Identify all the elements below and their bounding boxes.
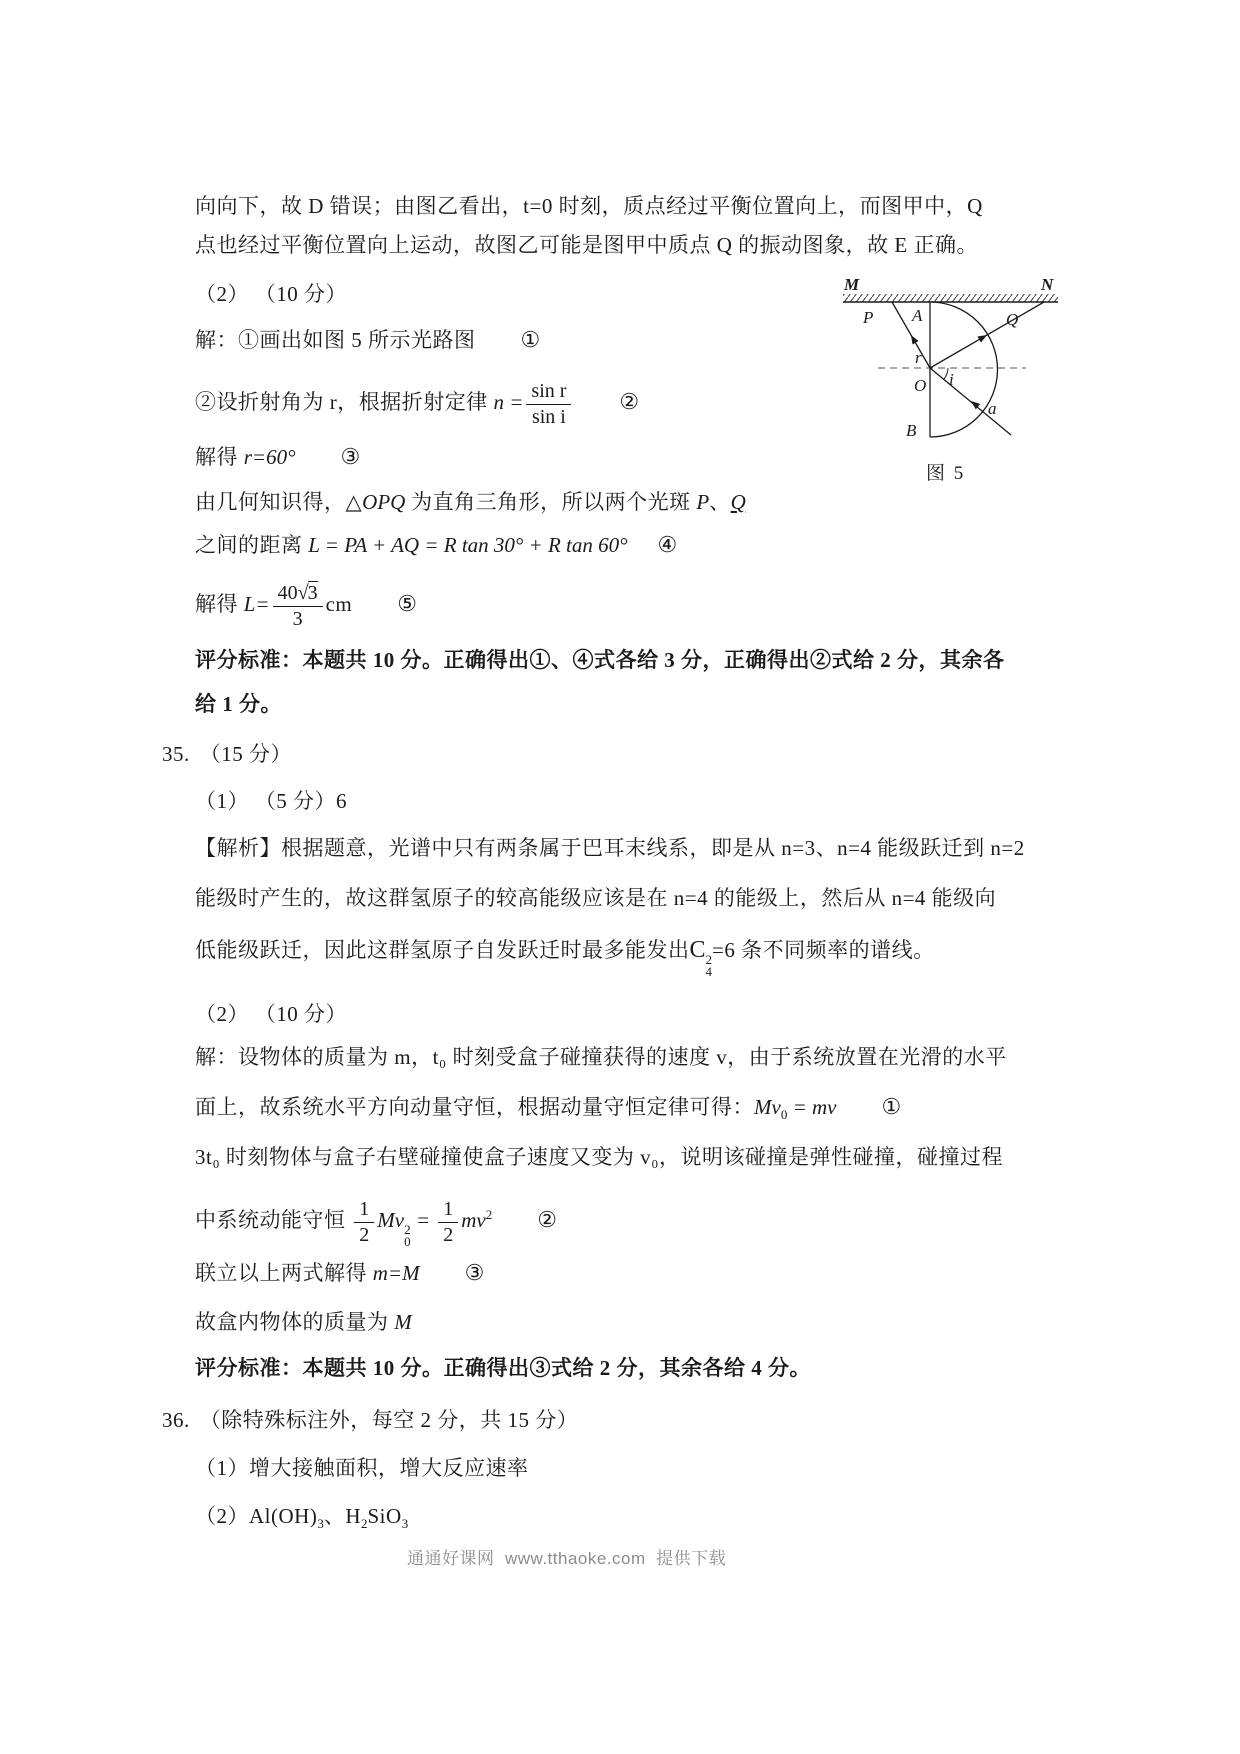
distance-equation: L = PA + AQ = R tan 30° + R tan 60° — [308, 533, 628, 557]
triangle-opq: OPQ — [362, 490, 406, 514]
length-fraction — [273, 582, 323, 631]
q34-step3-line — [195, 443, 361, 471]
q36-item-1: （1）增大接触面积，增大反应速率 — [195, 1456, 529, 1480]
chemical-text: SiO — [367, 1504, 402, 1528]
analysis-text-end: =6 条不同频率的谱线。 — [712, 938, 935, 962]
analysis-text: 低能级跃迁，因此这群氢原子自发跃迁时最多能发出 — [195, 938, 690, 962]
q35-number: 35. — [162, 742, 190, 766]
q35-solution-line-2 — [195, 1093, 902, 1129]
label-q: Q — [1006, 310, 1019, 329]
arrowhead — [908, 333, 919, 344]
ceiling-hatching — [843, 294, 1058, 302]
equals-sign: = — [410, 1208, 436, 1232]
energy-text: 中系统动能守恒 — [195, 1208, 352, 1232]
q35-solution-line-3: 3t₀ 时刻物体与盒子右壁碰撞使盒子速度又变为 v₀，说明该碰撞是弹性碰撞，碰撞过程 — [195, 1145, 1003, 1169]
label-p: P — [863, 308, 874, 327]
solution-text: 面上，故系统水平方向动量守恒，根据动量守恒定律可得： — [195, 1095, 754, 1119]
q34-step3-marker: ③ — [340, 444, 361, 469]
incident-ray — [930, 368, 1011, 435]
radical-sign: √ — [297, 581, 309, 604]
q34-grading-line-2: 给 1 分。 — [195, 692, 282, 716]
unit-label: cm — [325, 592, 353, 616]
solution-continuation-line-2: 点也经过平衡位置向上运动，故图乙可能是图甲中质点 Q 的振动图象，故 E 正确。 — [195, 233, 978, 257]
mass-symbol: M — [394, 1310, 412, 1334]
momentum-equation-rhs: = mv — [787, 1095, 837, 1119]
q35-solution-line-1: 解：设物体的质量为 m，t₀ 时刻受盒子碰撞获得的速度 v，由于系统放置在光滑的水平 — [195, 1045, 1007, 1069]
energy-term-2: mv — [461, 1208, 486, 1232]
spot-p: P — [696, 490, 710, 514]
separator: 、 — [709, 490, 731, 514]
q34-step2-line — [195, 374, 640, 430]
solution-text: 联立以上两式解得 — [195, 1261, 373, 1285]
geometry-text: 由几何知识得，△ — [195, 490, 363, 514]
q34-step1-text: 解：①画出如图 5 所示光路图 — [195, 328, 476, 352]
combination-symbol: C — [689, 937, 706, 963]
solution-text: 故盒内物体的质量为 — [195, 1310, 395, 1334]
chemical-subscript: 3 — [317, 1516, 324, 1531]
q34-step5-line — [195, 576, 417, 632]
coefficient: 40 — [277, 581, 298, 604]
fraction-denominator: sin i — [531, 405, 566, 428]
q34-step5-prefix: 解得 — [195, 592, 244, 616]
q36-number: 36. — [162, 1408, 190, 1432]
q34-grading-line-1: 评分标准：本题共 10 分。正确得出①、④式各给 3 分，正确得出②式给 2 分，其余各 — [195, 648, 1005, 672]
label-n: N — [1041, 275, 1054, 294]
superscript: 2 — [404, 1222, 411, 1237]
q34-step3-prefix: 解得 — [195, 445, 244, 469]
refraction-law-lhs: n = — [493, 390, 524, 414]
label-angle-r: r — [915, 348, 922, 367]
fraction-denominator: 3 — [292, 607, 303, 630]
q34-step2-marker: ② — [619, 389, 640, 414]
q34-step4-prefix: 之间的距离 — [195, 533, 309, 557]
q35-analysis-line-2: 能级时产生的，故这群氢原子的较高能级应该是在 n=4 的能级上，然后从 n=4 能级向 — [195, 886, 997, 910]
one-half-fraction — [354, 1198, 374, 1247]
q34-step5-marker: ⑤ — [397, 591, 418, 616]
footer-watermark: 通通好课网 www.tthaoke.com 提供下载 — [407, 1549, 727, 1568]
subscript: 0 — [404, 1234, 411, 1249]
q34-step2-prefix: ②设折射角为 r，根据折射定律 — [195, 390, 494, 414]
q35-solution-line-5 — [195, 1259, 485, 1287]
fraction-numerator — [273, 582, 323, 607]
figure5-light-path-diagram — [836, 273, 1068, 453]
label-m: M — [844, 275, 860, 294]
q34-step3-result: r=60° — [243, 445, 296, 469]
label-a: A — [912, 306, 923, 325]
geometry-text-mid: 为直角三角形，所以两个光斑 — [405, 490, 697, 514]
q36-heading — [162, 1406, 578, 1434]
q35-eq3-marker: ③ — [464, 1260, 485, 1285]
mass-result: m=M — [372, 1261, 420, 1285]
length-lhs: L= — [243, 592, 270, 616]
q34-step4-marker: ④ — [657, 532, 678, 557]
q35-part1-heading: （1） （5 分）6 — [195, 789, 347, 813]
label-alpha: a — [988, 399, 997, 418]
chemical-subscript: 2 — [361, 1516, 368, 1531]
energy-term-1: Mv — [377, 1208, 405, 1232]
q34-step1-marker: ① — [520, 327, 541, 352]
q34-part2-heading: （2） （10 分） — [195, 282, 347, 306]
fraction-numerator: 1 — [438, 1198, 458, 1223]
combination-subscript: 4 — [705, 964, 713, 979]
q35-eq1-marker: ① — [881, 1094, 902, 1119]
q35-part2-heading: （2） （10 分） — [195, 1002, 347, 1026]
solution-continuation-line-1: 向向下，故 D 错误；由图乙看出，t=0 时刻，质点经过平衡位置向上，而图甲中，Q — [195, 194, 983, 218]
angle-i-arc — [944, 368, 948, 379]
label-o: O — [914, 376, 927, 395]
superscript: 2 — [485, 1207, 493, 1222]
q35-points: （15 分） — [199, 742, 292, 766]
momentum-equation: Mv — [754, 1095, 781, 1119]
spot-q-underlined: Q — [730, 490, 746, 514]
combination-superscript: 2 — [705, 952, 713, 967]
q35-analysis-line-3 — [195, 936, 935, 978]
q36-points: （除特殊标注外，每空 2 分，共 15 分） — [199, 1408, 579, 1432]
figure5-caption: 图 5 — [926, 463, 966, 484]
label-angle-i: i — [949, 370, 954, 389]
fraction-numerator: sin r — [526, 380, 571, 405]
chemical-text: （2）Al(OH) — [195, 1504, 318, 1528]
radicand: 3 — [307, 581, 318, 604]
q36-item-2 — [195, 1502, 408, 1538]
label-b: B — [906, 421, 917, 440]
q35-solution-line-6 — [195, 1308, 412, 1336]
q35-eq2-marker: ② — [537, 1207, 558, 1232]
q35-analysis-line-1: 【解析】根据题意，光谱中只有两条属于巴耳末线系，即是从 n=3、n=4 能级跃迁到 n=2 — [195, 836, 1025, 860]
q35-heading — [162, 740, 292, 768]
fraction-denominator: 2 — [359, 1223, 370, 1246]
q35-energy-line — [195, 1187, 558, 1249]
q34-step4-line — [195, 531, 678, 559]
chemical-subscript: 3 — [401, 1516, 409, 1531]
q34-geometry-line — [195, 488, 746, 516]
q34-step1-line — [195, 326, 541, 354]
fraction-denominator: 2 — [443, 1223, 454, 1246]
refraction-law-fraction — [526, 380, 571, 429]
momentum-subscript: 0 — [780, 1107, 788, 1122]
one-half-fraction — [438, 1198, 458, 1247]
chemical-text: 、H — [323, 1504, 361, 1528]
fraction-numerator: 1 — [354, 1198, 374, 1223]
q35-grading-line: 评分标准：本题共 10 分。正确得出③式给 2 分，其余各给 4 分。 — [195, 1356, 811, 1380]
